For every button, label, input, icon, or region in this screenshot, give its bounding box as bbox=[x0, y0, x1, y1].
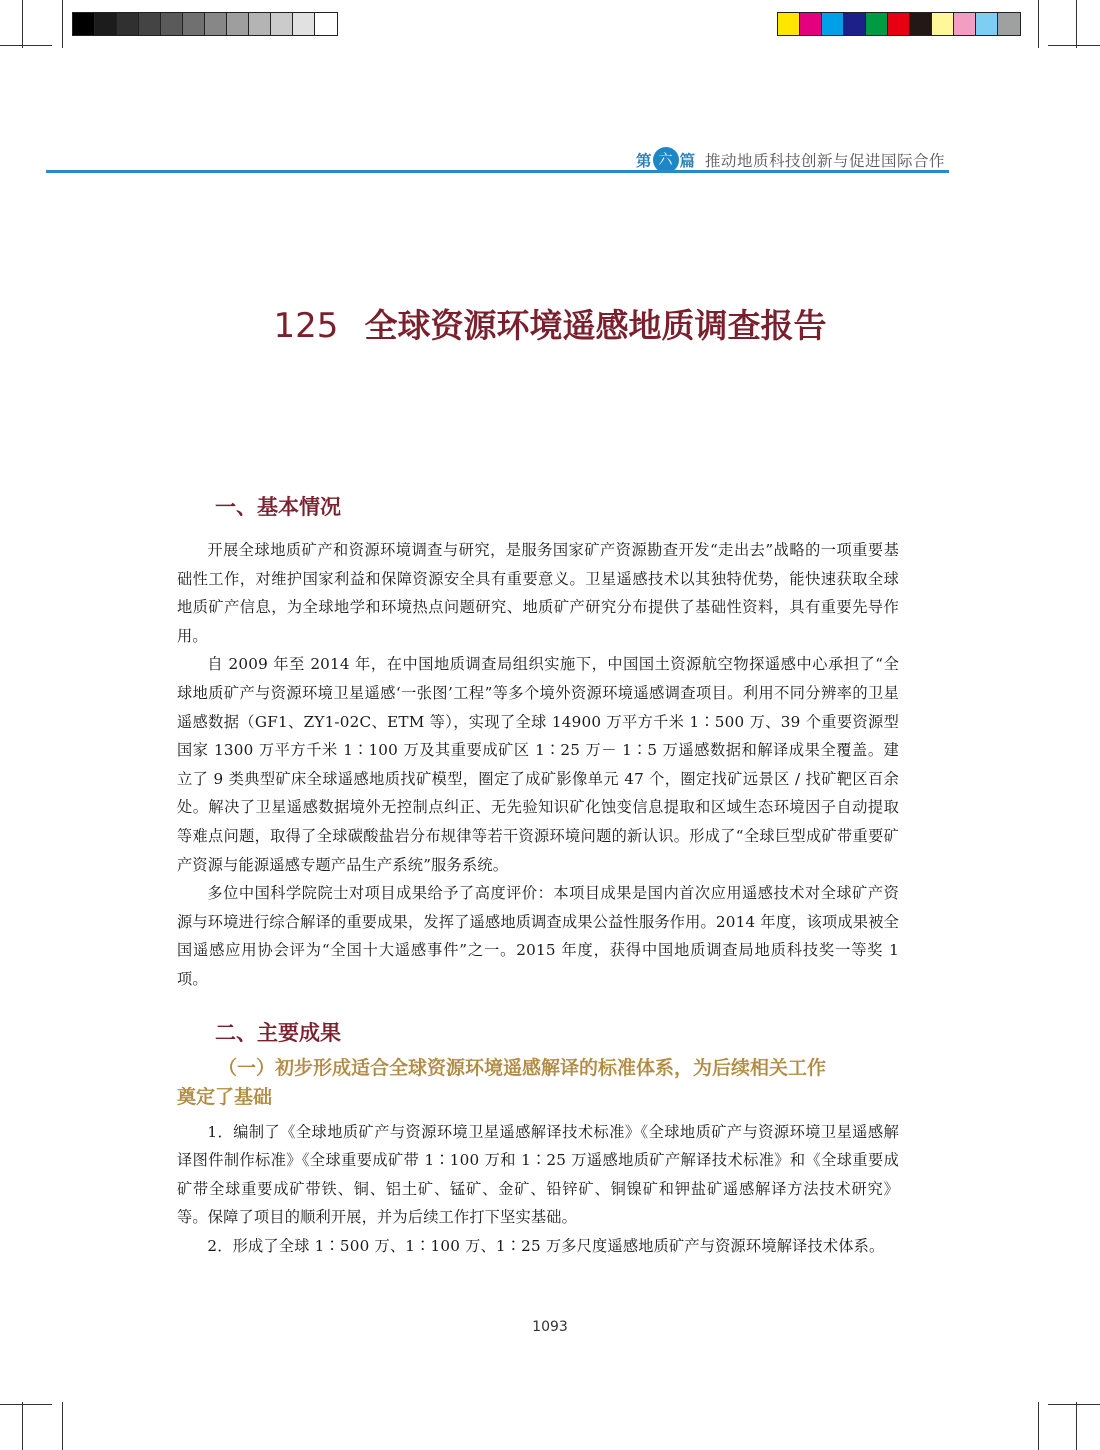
crop-mark bbox=[1076, 0, 1077, 48]
crop-mark bbox=[1048, 45, 1100, 46]
crop-mark bbox=[62, 1402, 63, 1450]
crop-mark bbox=[0, 45, 52, 46]
chapter-title bbox=[0, 300, 1100, 347]
color-swatch bbox=[888, 13, 910, 35]
subsection-heading-line: （一）初步形成适合全球资源环境遥感解译的标准体系，为后续相关工作 bbox=[218, 1056, 827, 1079]
paragraph: 自 2009 年至 2014 年，在中国地质调查局组织实施下，中国国土资源航空物探遥感中心承担了“全球地质矿产与资源环境卫星遥感‘一张图’工程”等多个境外资源环境遥感调查项目。利用不同分辨率的卫星遥感数据（GF1、ZY1-02C、ETM 等），实现了全球 14900 万平方千米 1∶500 万、39 个重要资源型国家 1300 万平方千米 1∶100 万及其重要成矿区 1∶25 万－ 1∶5 万遥感数据和解译成果全覆盖。建立了 9 类典型矿床全球遥感地质找矿模型，圈定了成矿影像单元 47 个，圈定找矿远景区 / 找矿靶区百余处。解决了卫星遥感数据境外无控制点纠正、无先验知识矿化蚀变信息提取和区域生态环境因子自动提取等难点问题，取得了全球碳酸盐岩分布规律等若干资源环境问题的新认识。形成了“全球巨型成矿带重要矿产资源与能源遥感专题产品生产系统”服务系统。 bbox=[177, 655, 899, 874]
gray-swatch bbox=[139, 13, 161, 35]
color-swatch bbox=[800, 13, 822, 35]
color-swatch bbox=[822, 13, 844, 35]
grayscale-calibration-bar bbox=[72, 12, 338, 36]
color-swatch bbox=[866, 13, 888, 35]
color-swatch bbox=[778, 13, 800, 35]
gray-swatch bbox=[73, 13, 95, 35]
part-number-badge: 六 bbox=[653, 147, 679, 173]
part-prefix: 第 bbox=[636, 152, 652, 170]
color-swatch bbox=[932, 13, 954, 35]
gray-swatch bbox=[271, 13, 293, 35]
crop-mark bbox=[1048, 1404, 1100, 1405]
crop-mark bbox=[22, 0, 23, 48]
subsection-heading bbox=[177, 1054, 899, 1112]
page-number: 1093 bbox=[532, 1319, 568, 1335]
list-item: 2．形成了全球 1∶500 万、1∶100 万、1∶25 万多尺度遥感地质矿产与资源环境解译技术体系。 bbox=[207, 1236, 885, 1255]
gray-swatch bbox=[227, 13, 249, 35]
section-heading: 一、基本情况 bbox=[215, 495, 341, 519]
chapter-title-text: 全球资源环境遥感地质调查报告 bbox=[364, 306, 827, 345]
gray-swatch bbox=[95, 13, 117, 35]
section-heading: 二、主要成果 bbox=[215, 1020, 341, 1045]
paragraph: 多位中国科学院院士对项目成果给予了高度评价：本项目成果是国内首次应用遥感技术对全球矿产资源与环境进行综合解译的重要成果，发挥了遥感地质调查成果公益性服务作用。2014 年度，该项成果被全国遥感应用协会评为“全国十大遥感事件”之一。2015 年度，获得中国地质调查局地质科技奖一等奖 1 项。 bbox=[177, 884, 899, 988]
gray-swatch bbox=[117, 13, 139, 35]
gray-swatch bbox=[315, 13, 337, 35]
color-swatch bbox=[910, 13, 932, 35]
chapter-number: 125 bbox=[273, 306, 339, 346]
gray-swatch bbox=[293, 13, 315, 35]
part-suffix: 篇 bbox=[679, 152, 696, 170]
crop-mark bbox=[62, 0, 63, 48]
color-swatch bbox=[998, 13, 1020, 35]
color-swatch bbox=[954, 13, 976, 35]
gray-swatch bbox=[249, 13, 271, 35]
gray-swatch bbox=[161, 13, 183, 35]
crop-mark bbox=[22, 1402, 23, 1450]
crop-mark bbox=[1038, 1402, 1039, 1450]
color-swatch bbox=[844, 13, 866, 35]
paragraph: 开展全球地质矿产和资源环境调查与研究，是服务国家矿产资源勘查开发“走出去”战略的一项重要基础性工作，对维护国家利益和保障资源安全具有重要意义。卫星遥感技术以其独特优势，能快速获取全球地质矿产信息，为全球地学和环境热点问题研究、地质矿产研究分布提供了基础性资料，具有重要先导作用。 bbox=[177, 541, 899, 645]
gray-swatch bbox=[205, 13, 227, 35]
part-title: 推动地质科技创新与促进国际合作 bbox=[705, 152, 946, 170]
color-calibration-bar bbox=[777, 12, 1021, 36]
crop-mark bbox=[1076, 1402, 1077, 1450]
list-item: 1．编制了《全球地质矿产与资源环境卫星遥感解译技术标准》《全球地质矿产与资源环境卫星遥感解译图件制作标准》《全球重要成矿带 1∶100 万和 1∶25 万遥感地质矿产解译技术标准》和《全球重要成矿带全球重要成矿带铁、铜、铝土矿、锰矿、金矿、铅锌矿、铜镍矿和钾盐矿遥感解译方法技术研究》等。保障了项目的顺利开展，并为后续工作打下坚实基础。 bbox=[177, 1122, 899, 1227]
header-rule bbox=[46, 170, 949, 173]
subsection-heading-line: 奠定了基础 bbox=[177, 1085, 273, 1108]
body-content bbox=[177, 488, 899, 1260]
crop-mark bbox=[1038, 0, 1039, 48]
color-swatch bbox=[976, 13, 998, 35]
gray-swatch bbox=[183, 13, 205, 35]
crop-mark bbox=[0, 1404, 52, 1405]
